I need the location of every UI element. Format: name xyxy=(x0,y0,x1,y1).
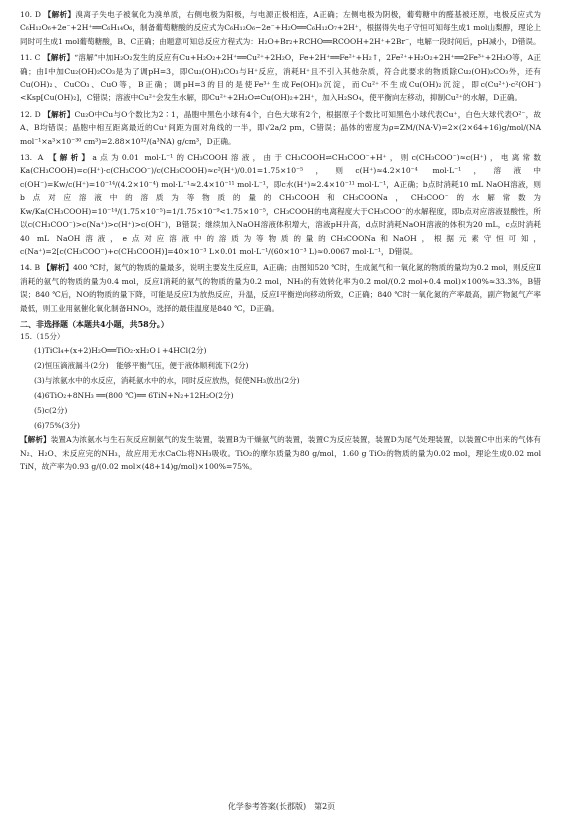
analysis-tag: 【解析】 xyxy=(20,435,51,445)
question-text: 溴离子失电子被氧化为溴单质，右侧电极为阳极，与电源正极相连，A正确；左侧电极为阴极，葡萄糖中的醛基被还原，电极反应式为C₆H₁₂O₆+2e⁻+2H⁺══C₆H₁₄O₆，制备葡萄糖酸的反应式为C₆H₁₂O₆−2e⁻+H₂O══C₆H₁₂O₇+2H⁺，根据得失电子守恒可知每生成1 mol山梨醇，理论上同时可生成1 mol葡萄糖酸，B、C正确；由题意可知总反应方程式为：H₂O+Br₂+RCHO══RCOOH+2H⁺+2Br⁻，电解一段时间后，pH减小，D错误。 xyxy=(20,10,541,46)
answer-item: (5)c(2分) xyxy=(34,406,68,416)
question-text: Cu₂O中Cu与O个数比为2∶1，晶胞中黑色小球有4个，白色大球有2个，根据原子个数比可知黑色小球代表Cu⁺，白色大球代表O²⁻，故A、B均错误；晶胞中相互距离最近的Cu⁺间距为面对角线的一半，即√2a/2 pm，C错误；晶体的密度为ρ=ZM/(NA·V)=2×(2×64+16)g/mol/(NA mol⁻¹×a³×10⁻³⁰ cm³)=2.88×10³²/(a³NA) g/cm³，D正确。 xyxy=(20,109,541,146)
question-11 xyxy=(20,51,541,105)
analysis-tag: 【解析】 xyxy=(43,109,75,119)
section-heading: 二、非选择题（本题共4小题，共58分。） xyxy=(20,318,169,329)
answer-item: (3)与浓氨水中的水反应，消耗氨水中的水，同时反应放热，促使NH₃放出(2分) xyxy=(34,376,300,386)
question-13 xyxy=(20,151,541,258)
question-12 xyxy=(20,108,541,148)
answer-item: (6)75%(3分) xyxy=(34,421,80,431)
question-number: 13. A xyxy=(20,153,44,163)
question-text: “溶解”中加H₂O₂发生的反应有Cu+H₂O₂+2H⁺══Cu²⁺+2H₂O，Fe+2H⁺══Fe²⁺+H₂↑，2Fe²⁺+H₂O₂+2H⁺══2Fe³⁺+2H₂O等，A正确；由Ⅰ中加Cu₂(OH)₂CO₃是为了调pH=3，即Cu₂(OH)₂CO₃与H⁺反应，消耗H⁺且不引入其他杂质，符合此要求的物质除Cu₂(OH)₂CO₃外，还有Cu(OH)₂、CuCO₃、CuO等，B正确；调pH=3的目的是使Fe³⁺生成Fe(OH)₃沉淀，而Cu²⁺不生成Cu(OH)₂沉淀，即c(Cu²⁺)·c²(OH⁻)<Ksp[Cu(OH)₂]，C错误；溶液中Cu²⁺会发生水解，即Cu²⁺+2H₂O⇌Cu(OH)₂+2H⁺，加入H₂SO₄，使平衡向左移动，抑制Cu²⁺的水解，D正确。 xyxy=(20,53,541,103)
answer-item: (4)6TiO₂+8NH₃ ══(800 ℃)══ 6TiN+N₂+12H₂O(2分) xyxy=(34,391,234,401)
question-number: 14. B xyxy=(20,263,41,273)
question-15-analysis xyxy=(20,433,541,473)
analysis-tag: 【解析】 xyxy=(42,263,73,273)
question-14 xyxy=(20,261,541,315)
question-15-number: 15.（15分） xyxy=(20,331,65,341)
question-number: 10. D xyxy=(20,10,41,19)
question-10 xyxy=(20,8,541,48)
question-number: 11. C xyxy=(20,53,41,63)
analysis-tag: 【解析】 xyxy=(48,153,93,163)
question-text: a点为0.01 mol·L⁻¹的CH₃COOH溶液，由于CH₃COOH⇌CH₃COO⁻+H⁺，则c(CH₃COO⁻)≈c(H⁺)，电离常数Ka(CH₃COOH)=c(H⁺)·c(CH₃COO⁻)/c(CH₃COOH)≈c²(H⁺)/0.01=1.75×10⁻⁵，则c(H⁺)≈4.2×10⁻⁴ mol·L⁻¹，溶液中c(OH⁻)=Kw/c(H⁺)=10⁻¹⁴/(4.2×10⁻⁴) mol·L⁻¹≈2.4×10⁻¹¹ mol·L⁻¹，即c水(H⁺)≈2.4×10⁻¹¹ mol·L⁻¹，A正确；b点时消耗10 mL NaOH溶液，则b点对应溶液中的溶质为等物质的量的CH₃COOH和CH₃COONa，CH₃COO⁻的水解常数为Kw/Ka(CH₃COOH)=10⁻¹⁴/(1.75×10⁻⁵)=1/1.75×10⁻⁹<1.75×10⁻⁵，CH₃COOH的电离程度大于CH₃COO⁻的水解程度，即b点对应溶液显酸性，所以c(CH₃COO⁻)>c(Na⁺)>c(H⁺)>c(OH⁻)，B错误；继续加入NaOH溶液体积增大，溶液pH升高，d点时消耗NaOH溶液的体积为20 mL，c点时消耗40 mL NaOH溶液，e点对应溶液中的溶质为等物质的量的CH₃COONa和NaOH，根据元素守恒可知，c(Na⁺)=2[c(CH₃COO⁻)+c(CH₃COOH)]=40×10⁻³ L×0.01 mol·L⁻¹/(60×10⁻³ L)≈0.0067 mol·L⁻¹，D错误。 xyxy=(20,153,542,256)
page-footer: 化学参考答案(长郡版) 第2页 xyxy=(227,802,336,811)
analysis-tag: 【解析】 xyxy=(43,10,76,19)
question-text: 400 ℃时，氮气的物质的量最多，说明主要发生反应Ⅱ，A正确；由图知520 ℃时，生成氮气和一氧化氮的物质的量均为0.2 mol，则反应Ⅱ消耗的氨气的物质的量为0.4 mol，反应Ⅰ消耗的氨气的物质的量为0.2 mol，NH₃的有效转化率为0.2 mol/(0.2 mol+0.4 mol)×100%≈33.3%，B错误；840 ℃后，NO的物质的量下降，可能是反应Ⅰ为放热反应，升温，反应Ⅰ平衡逆向移动所致，C正确；840 ℃时一氧化氮的产率最高，副产物氮气产率最低，则工业用氨催化氧化制备HNO₃，选择的最佳温度是840 ℃，D正确。 xyxy=(20,263,541,313)
analysis-tag: 【解析】 xyxy=(43,53,75,63)
answer-item: (1)TiCl₄+(x+2)H₂O══TiO₂·xH₂O↓+4HCl(2分) xyxy=(34,346,207,356)
question-text: 装置A为浓氨水与生石灰反应制氨气的发生装置，装置B为干燥氨气的装置，装置C为反应装置，装置D为尾气处理装置，以装置C中出来的气体有N₂、H₂O、未反应完的NH₃，故应用无水CaCl₂将NH₃吸收。TiO₂的摩尔质量为80 g/mol，1.60 g TiO₂的物质的量为0.02 mol，理论生成0.02 mol TiN，故产率为0.93 g/(0.02 mol×(48+14)g/mol)×100%=75%。 xyxy=(20,435,541,472)
answer-item: (2)恒压滴液漏斗(2分) 能够平衡气压，便于液体顺利流下(2分) xyxy=(34,361,249,371)
question-number: 12. D xyxy=(20,109,41,119)
